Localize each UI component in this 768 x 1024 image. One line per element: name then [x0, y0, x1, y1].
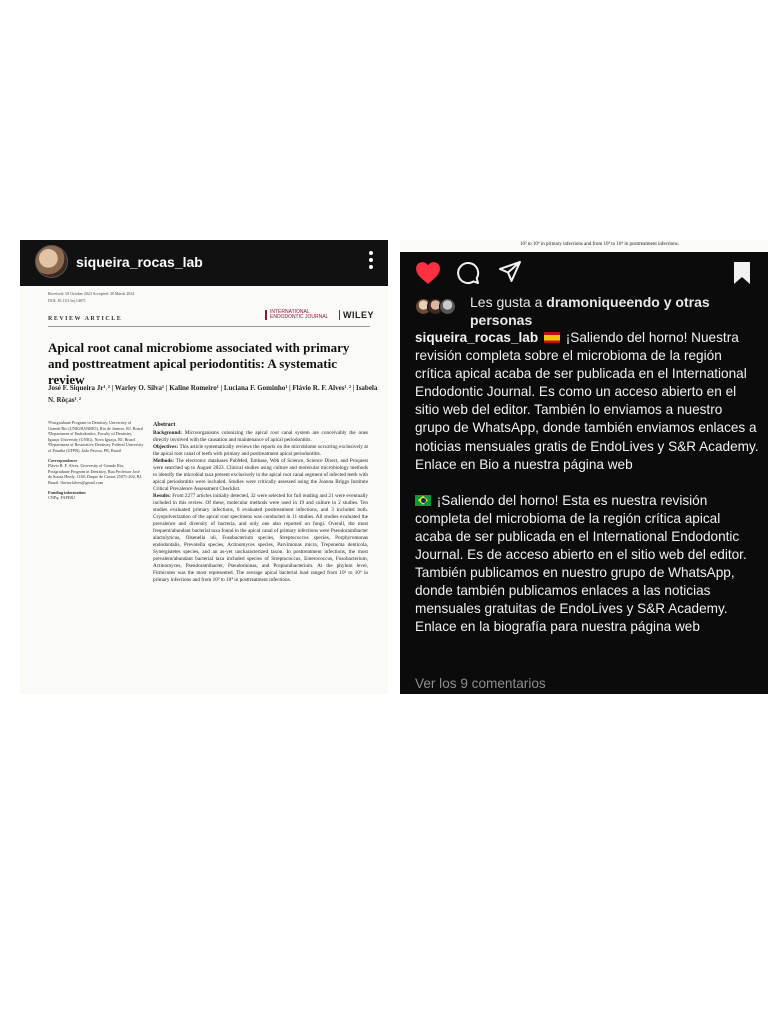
caption-link-es: Enlace en Bio a nuestra página web — [415, 456, 633, 472]
strip-text: 10² to 10⁶ in primary infections and from 10³ to 10⁴ in posttreatment infections. — [520, 242, 679, 247]
caption — [415, 329, 760, 637]
bookmark-icon[interactable] — [732, 261, 752, 285]
abstract-head: Abstract — [153, 422, 176, 428]
view-comments-link[interactable]: Ver los 9 comentarios — [415, 676, 546, 691]
correspondence-head: Correspondence — [48, 457, 78, 463]
caption-panel — [400, 252, 768, 694]
action-bar — [400, 252, 768, 292]
divider — [48, 326, 370, 327]
heart-icon[interactable] — [415, 261, 441, 285]
avatar[interactable] — [35, 245, 68, 278]
publisher-name: WILEY — [339, 310, 374, 320]
funding: CNPq; FAPERJ — [48, 495, 75, 501]
funding-head: Funding information — [48, 489, 86, 495]
spain-flag-icon — [544, 332, 560, 343]
background-label: Background: — [153, 430, 183, 436]
caption-second: ¡Saliendo del horno! Esta es nuestra revisión completa del microbioma de la región crítica apical acaba de ser publicada en el International Endodontic Journal. Es de acceso abierto en el sitio web del editor. También publicamos en nuestro grupo de WhatsApp, donde también publicamos enlaces a las noticias mensuales gratuitas de EndoLives y S&R Academy. — [415, 492, 747, 617]
paper-strip — [400, 240, 768, 252]
abstract — [153, 422, 368, 584]
likes-row — [415, 293, 755, 329]
objectives-text: This article systematically reviews the reports on the microbiome occurring exclusively at the apical root canal of teeth with primary and posttreatment apical periodontitis. — [153, 444, 368, 457]
likes-text[interactable] — [470, 293, 768, 329]
caption-link-pt: Enlace en la biografía para nuestra página web — [415, 619, 700, 635]
caption-spanish: ¡Saliendo del horno! Nuestra revisión completa sobre el microbioma de la región crítica apical acaba de ser publicada en el International Endodontic Journal. Es como un acceso abierto en el sitio web del editor. También lo enviamos a nuestro grupo de WhatsApp, donde también enviamos enlaces a noticias mensuales gratis de EndoLives y S&R Academy. — [415, 330, 759, 454]
liker-avatars[interactable] — [415, 298, 461, 316]
results-text: From 2277 articles initially detected, 32 were selected for full reading and 21 were eventually included in this review. Of these, molecular methods were used in 19 and culture in 2 studies. Ten studies evaluated primary infections, 8 evaluated posttreatment infections, and 3 included both. Cryopulverization of the apical root specimens was conducted in 11 studies. All studies evaluated the prevalence and diversity of bacteria, and only one also reported on fungi. Overall, the most frequent/abundant bacterial taxa found in the apical canal of primary infections were Pseudoramibacter alactolyticus, Olsenella uli, Fusobacterium species, Streptococcus species, Porphyromonas endodontalis, Prevotella species, Actinomyces species, Parvimonas micra, Treponema denticola, Synergistetes species, and an as-yet uncharacterized taxon. In posttreatment infections, the most prevalent/abundant bacterial taxa included species of Streptococcus, Enterococcus, Fusobacterium, Actinomyces, Pseudoramibacter, Pseudomonas, and Propionibacterium. At the phylum level, Firmicutes was the most represented. The average apical bacterial load ranged from 10² to 10⁶ in primary infections and from 10³ to 10⁴ in posttreatment infections. — [153, 493, 369, 583]
journal-logo — [265, 308, 374, 322]
post-username[interactable]: siqueira_rocas_lab — [76, 254, 203, 270]
more-icon[interactable] — [368, 251, 374, 271]
likes-suffix: y otras personas — [470, 294, 710, 328]
objectives-label: Objectives: — [153, 444, 179, 450]
paper-authors: José F. Siqueira Jr¹˒² | Warley O. Silva¹ | Kaline Romeiro¹ | Luciana F. Gominho¹ | Flávio R. F. Alves¹˒² | Isabela N. Rôças¹˒² — [48, 384, 378, 404]
journal-name: INTERNATIONAL ENDODONTIC JOURNAL — [265, 310, 335, 320]
section-label: REVIEW ARTICLE — [48, 316, 123, 322]
comment-icon[interactable] — [456, 261, 480, 285]
post-image-panel — [20, 240, 388, 694]
methods-label: Methods: — [153, 458, 175, 464]
post-header — [20, 240, 388, 286]
likes-user[interactable]: dramoniqueendo — [546, 294, 660, 310]
likes-prefix: Les gusta a — [470, 294, 547, 310]
paper-image — [20, 286, 388, 694]
background-text: Microorganisms colonizing the apical root canal system are conceivably the ones directly involved with the causation and maintenance of apical periodontitis. — [153, 430, 369, 443]
caption-username[interactable]: siqueira_rocas_lab — [415, 330, 539, 345]
paper-title: Apical root canal microbiome associated with primary and posttreatment apical periodontitis: A systematic review — [48, 340, 350, 387]
correspondence: Flávio R. F. Alves, University of Grande Rio, Postgraduate Program in Dentistry, Rua Professor José de Souza Herdy, 1160, Duque de Caxias 25071-202, RJ, Brazil. flaviorfalves@gmail.com — [48, 463, 143, 485]
methods-text: The electronic databases PubMed, Embase, Web of Science, Science Direct, and Proquest were searched up to August 2023. Clinical studies using culture and molecular microbiology methods to identify the microbial taxa present exclusively in the apical root canal segment of infected teeth with apical periodontitis were included. Studies were critically assessed using the Joanna Briggs Institute Critical Prevalence Assessment Checklist. — [153, 458, 368, 492]
affiliations: ¹Postgraduate Program in Dentistry, University of Grande Rio (UNIGRANRIO), Rio de Janeiro, RJ, Brazil ²Department of Endodontics, Faculty of Dentistry, Iguaçu University (UNIG), Nova Iguaçu, RJ, Brazil ³Department of Restorative Dentistry, Federal University of Paraíba (UFPB), João Pessoa, PB, Brazil — [48, 420, 144, 453]
doi-line: DOI: 10.1111/iej.14071 — [48, 298, 86, 303]
results-label: Results: — [153, 493, 171, 499]
affiliations-column — [48, 420, 144, 501]
received-line: Received: 19 October 2023 Accepted: 30 March 2024 — [48, 291, 135, 296]
share-icon[interactable] — [498, 260, 522, 284]
brazil-flag-icon — [415, 495, 431, 506]
